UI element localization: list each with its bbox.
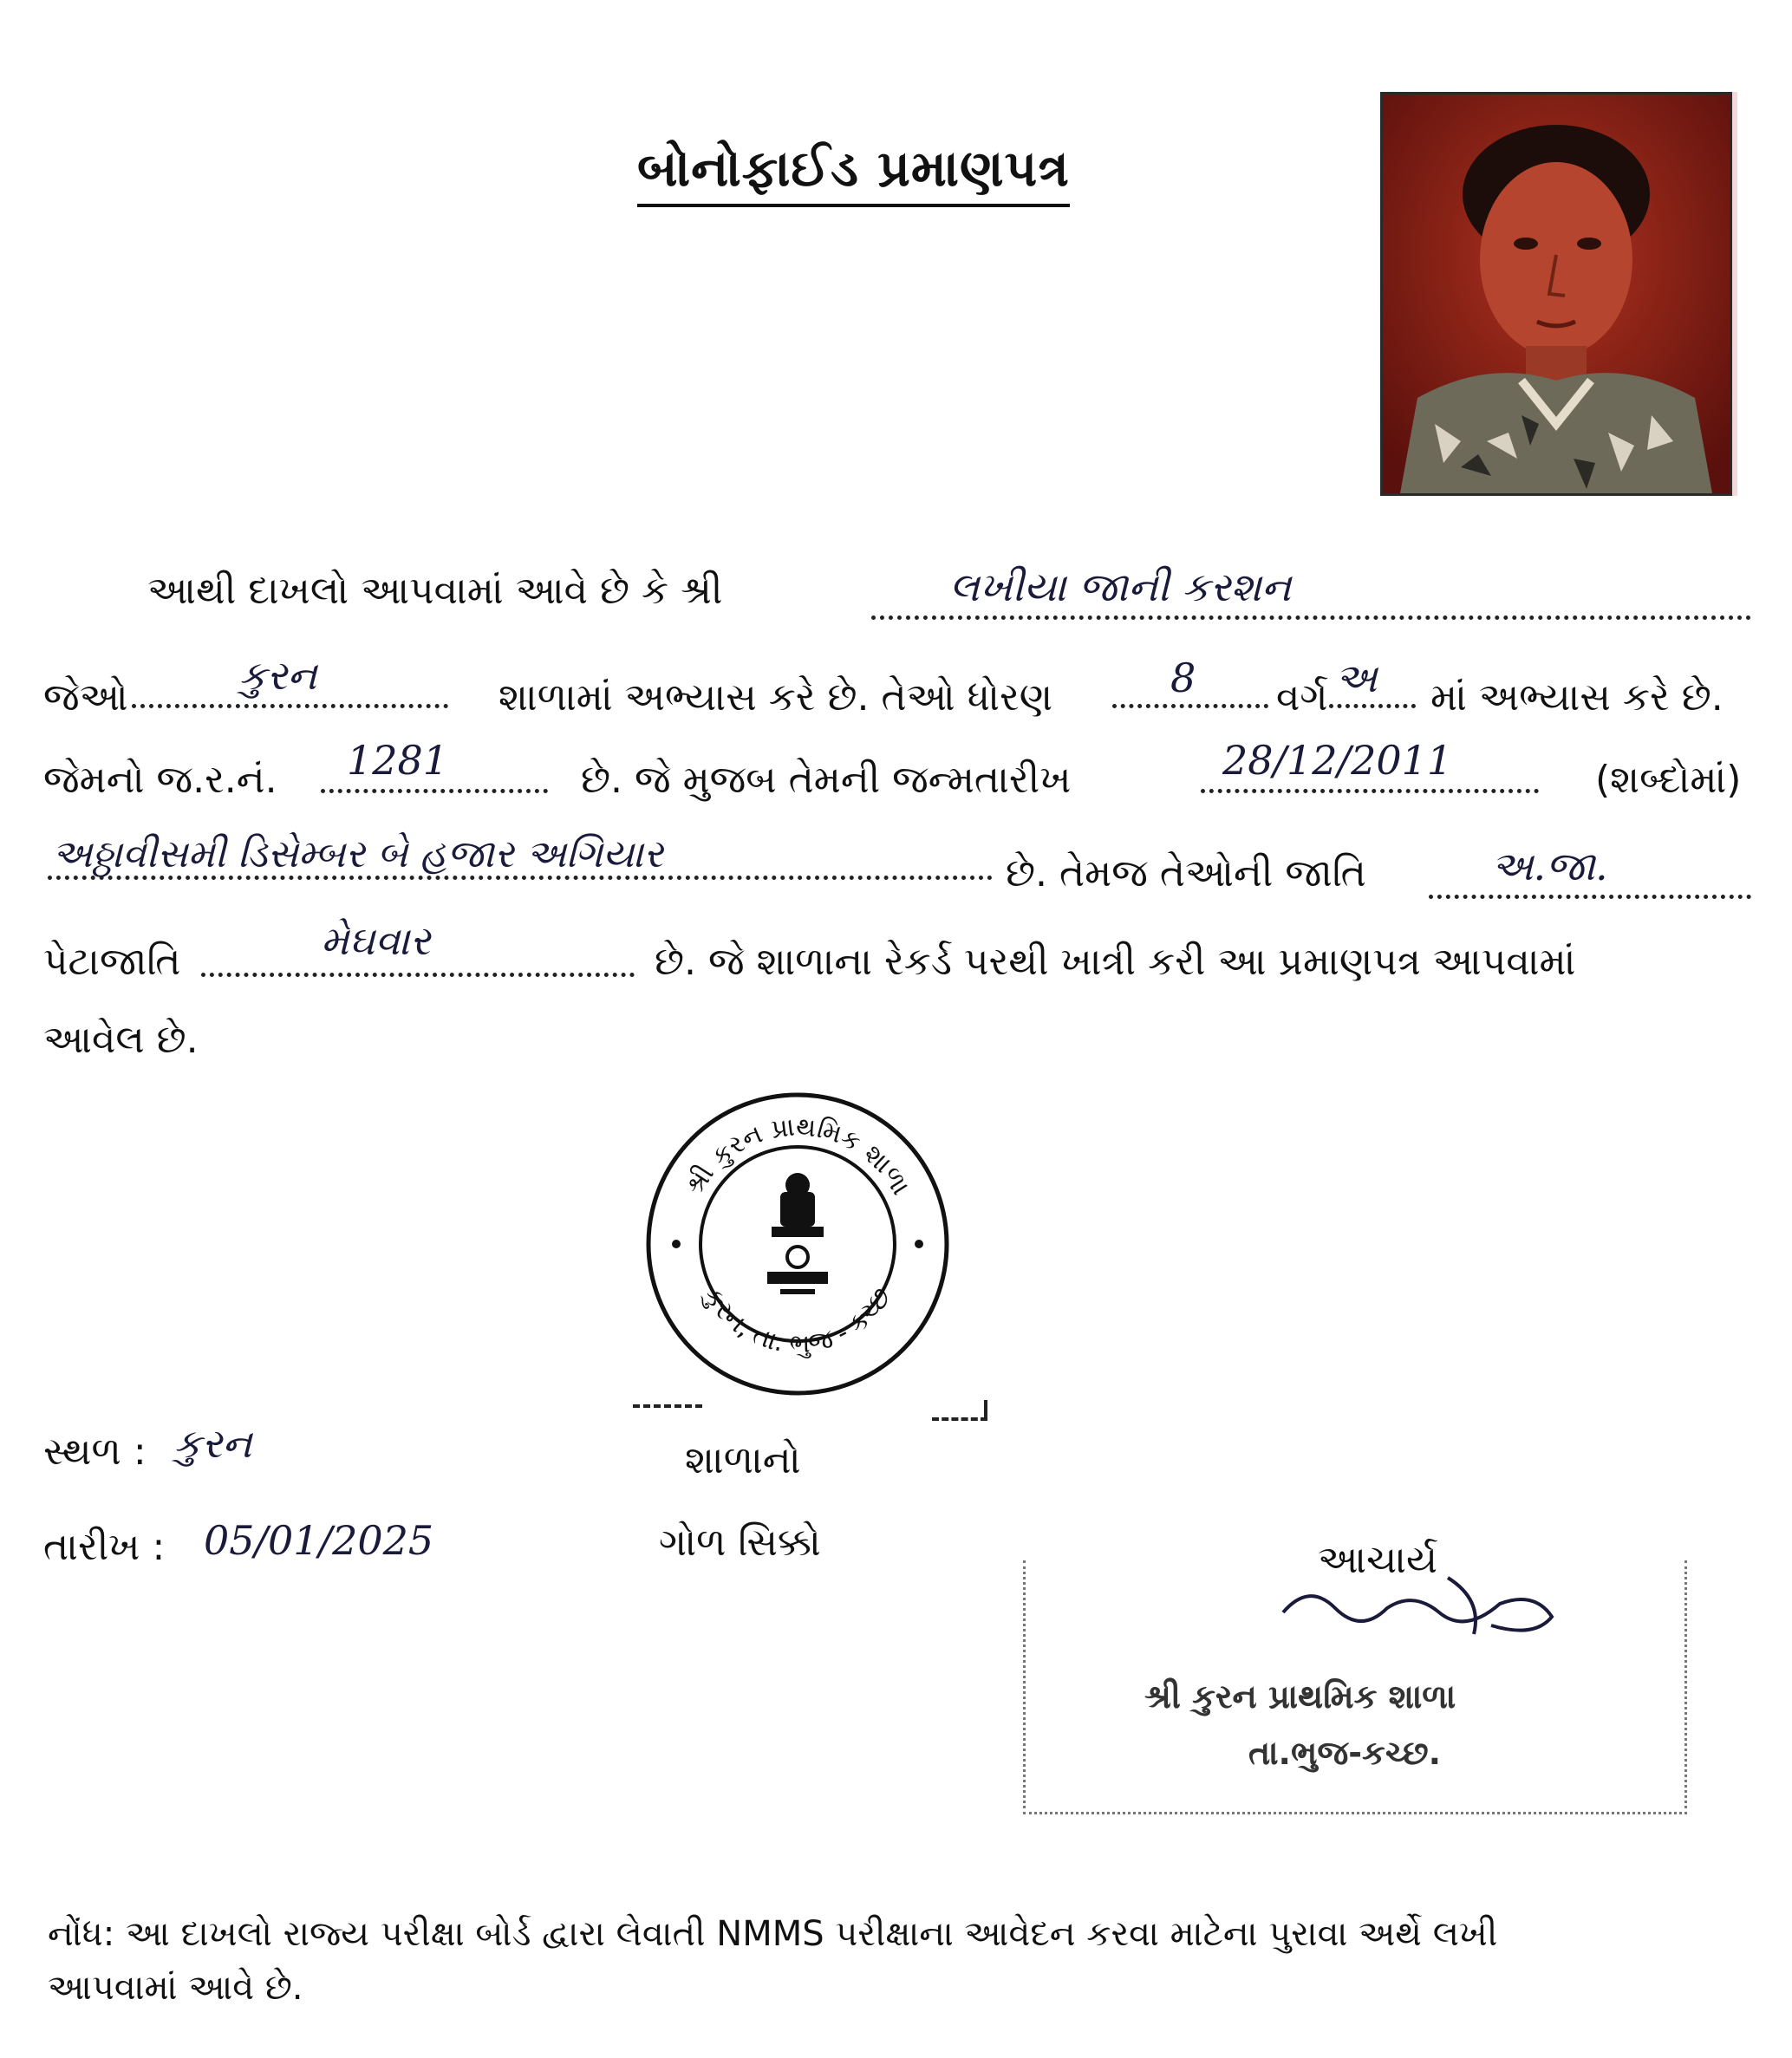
- birth-date: 28/12/2011: [1222, 737, 1453, 784]
- student-portrait-image: [1383, 94, 1730, 493]
- register-number: 1281: [347, 737, 449, 784]
- line3-label-c: (શબ્દોમાં): [1595, 758, 1742, 802]
- certificate-title: બોનોફાઈડ પ્રમાણપત્ર: [637, 139, 1070, 207]
- principal-stamp-line1: શ્રી કુરન પ્રાથમિક શાળા: [1144, 1677, 1456, 1716]
- standard-dotted-line: [1112, 704, 1268, 708]
- line3-label-a: જેમનો જ.ર.નં.: [43, 758, 277, 802]
- stamp-seal-image: [642, 1088, 954, 1400]
- line3-label-b: છે. જે મુજબ તેમની જન્મતારીખ: [581, 758, 1072, 802]
- student-photo: [1380, 92, 1732, 496]
- school-dotted-line: [132, 704, 448, 708]
- register-dotted-line: [321, 789, 548, 793]
- ink-mark-left: [633, 1404, 702, 1408]
- standard-value: 8: [1170, 655, 1196, 701]
- line2-label-c: વર્ગ: [1276, 675, 1328, 720]
- ink-mark-right: [932, 1400, 987, 1421]
- place-label: સ્થળ :: [43, 1430, 147, 1474]
- school-round-stamp: [642, 1088, 954, 1400]
- birth-date-words: અઠ્ઠાવીસમી ડિસેમ્બર બે હજાર અગિયાર: [52, 832, 663, 876]
- date-value: 05/01/2025: [204, 1517, 434, 1564]
- date-label: તારીખ :: [43, 1525, 166, 1569]
- stamp-bottom-text: કુરન, તા. ભુજ - કચ્છ: [697, 1282, 898, 1360]
- subcaste-dotted-line: [201, 973, 635, 977]
- line6-text: આવેલ છે.: [43, 1018, 199, 1062]
- stamp-top-text: શ્રી કુરન પ્રાથમિક શાળા: [679, 1111, 916, 1201]
- line2-label-d: માં અભ્યાસ કરે છે.: [1430, 675, 1724, 720]
- student-name: લખીયા જાની કરશન: [949, 563, 1292, 610]
- place-value: કુરન: [173, 1420, 252, 1467]
- name-dotted-line: [871, 615, 1751, 620]
- line4-label-a: છે. તેમજ તેઓની જાતિ: [1006, 851, 1366, 895]
- caste-value: અ.જા.: [1491, 843, 1608, 889]
- birthdate-dotted-line: [1201, 789, 1539, 793]
- class-dotted-line: [1329, 704, 1416, 708]
- school-place: કુરન: [238, 652, 317, 699]
- national-emblem-icon: [767, 1173, 828, 1294]
- caste-dotted-line: [1429, 895, 1751, 899]
- line2-label-b: શાળામાં અભ્યાસ કરે છે. તેઓ ધોરણ: [499, 675, 1053, 720]
- line2-label-a: જેઓ: [43, 675, 128, 720]
- line5-label-b: છે. જે શાળાના રેકર્ડ પરથી ખાત્રી કરી આ પ્રમાણપત્ર આપવામાં: [655, 940, 1576, 984]
- class-division: અ: [1335, 655, 1378, 701]
- principal-label: આચાર્ય: [1318, 1538, 1437, 1582]
- note-line1: નોંધ: આ દાખલો રાજ્ય પરીક્ષા બોર્ડ દ્વારા લેવાતી NMMS પરીક્ષાના આવેદન કરવા માટેના પુરાવા અર્થે લખી: [48, 1914, 1498, 1954]
- line5-label-a: પેટાજાતિ: [43, 940, 181, 984]
- seal-caption-line2: ગોળ સિક્કો: [659, 1521, 821, 1565]
- intro-text: આથી દાખલો આપવામાં આવે છે કે શ્રી: [147, 569, 723, 613]
- principal-stamp-line2: તા.ભુજ-કચ્છ.: [1248, 1734, 1442, 1772]
- seal-caption-line1: શાળાનો: [685, 1438, 801, 1482]
- sub-caste-value: મેઘવાર: [321, 917, 431, 964]
- note-line2: આપવામાં આવે છે.: [48, 1968, 303, 2008]
